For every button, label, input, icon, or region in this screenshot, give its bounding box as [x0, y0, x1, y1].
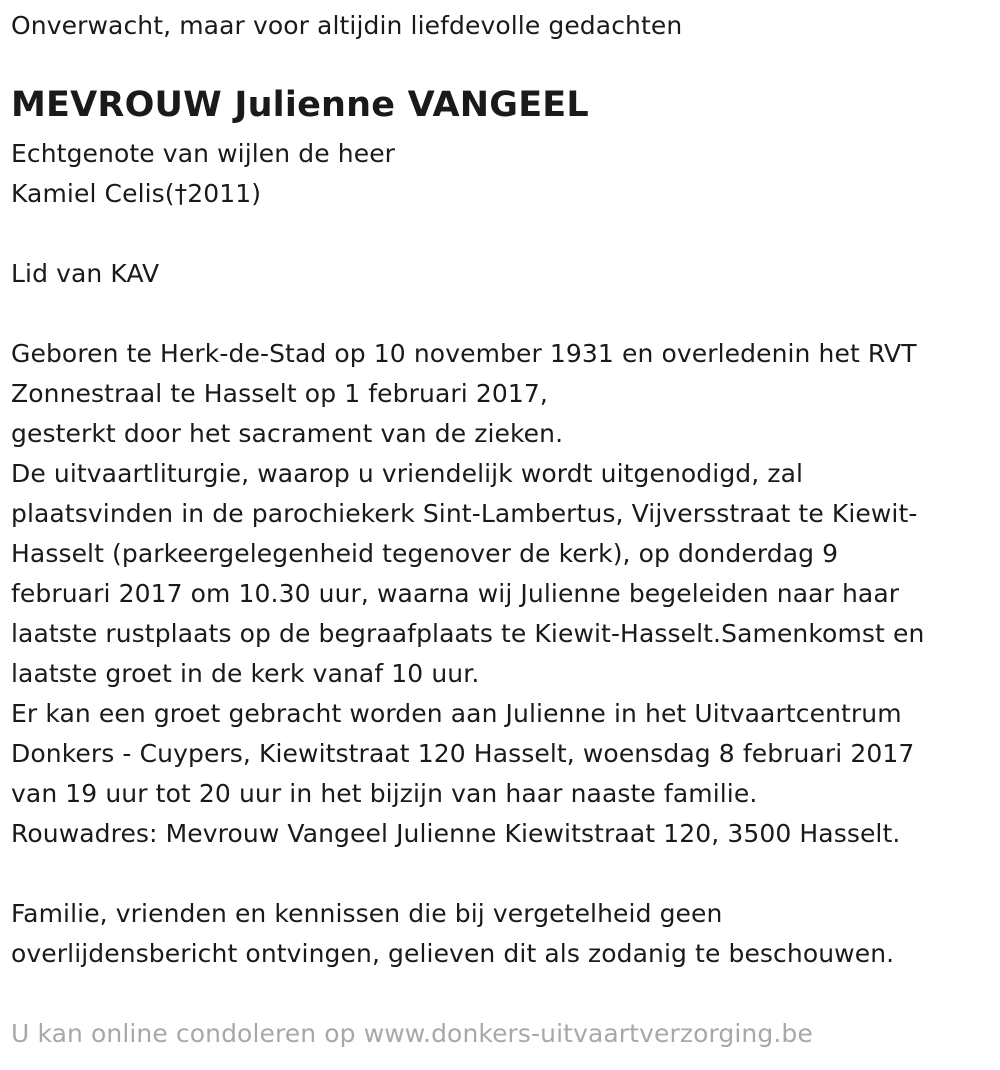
membership-block [11, 254, 159, 294]
details-line: gesterkt door het sacrament van de zieken. [11, 419, 564, 448]
spouse-line: Kamiel Celis(†2011) [11, 179, 262, 208]
details-line: Zonnestraal te Hasselt op 1 februari 2017, [11, 379, 548, 408]
family-note-block [11, 894, 894, 974]
details-block [11, 334, 924, 854]
details-line: plaatsvinden in de parochiekerk Sint-Lambertus, Vijversstraat te Kiewit- [11, 499, 918, 528]
deceased-name: MEVROUW Julienne VANGEEL [11, 85, 589, 125]
spouse-block [11, 134, 395, 214]
intro-line: Onverwacht, maar voor altijdin liefdevolle gedachten [11, 11, 683, 40]
details-line: februari 2017 om 10.30 uur, waarna wij Julienne begeleiden naar haar [11, 579, 900, 608]
details-line: Geboren te Herk-de-Stad op 10 november 1931 en overledenin het RVT [11, 339, 917, 368]
membership-line: Lid van KAV [11, 259, 160, 288]
details-line: De uitvaartliturgie, waarop u vriendelijk wordt uitgenodigd, zal [11, 459, 804, 488]
family-note-line: Familie, vrienden en kennissen die bij vergetelheid geen [11, 899, 723, 928]
details-line: Er kan een groet gebracht worden aan Julienne in het Uitvaartcentrum [11, 699, 902, 728]
condolence-footer: U kan online condoleren op www.donkers-uitvaartverzorging.be [11, 1019, 813, 1048]
spouse-line: Echtgenote van wijlen de heer [11, 139, 396, 168]
details-line: van 19 uur tot 20 uur in het bijzijn van haar naaste familie. [11, 779, 758, 808]
details-line: Donkers - Cuypers, Kiewitstraat 120 Hasselt, woensdag 8 februari 2017 [11, 739, 915, 768]
details-line: Rouwadres: Mevrouw Vangeel Julienne Kiewitstraat 120, 3500 Hasselt. [11, 819, 901, 848]
details-line: laatste groet in de kerk vanaf 10 uur. [11, 659, 480, 688]
details-line: laatste rustplaats op de begraafplaats te Kiewit-Hasselt.Samenkomst en [11, 619, 925, 648]
details-line: Hasselt (parkeergelegenheid tegenover de kerk), op donderdag 9 [11, 539, 839, 568]
family-note-line: overlijdensbericht ontvingen, gelieven dit als zodanig te beschouwen. [11, 939, 895, 968]
